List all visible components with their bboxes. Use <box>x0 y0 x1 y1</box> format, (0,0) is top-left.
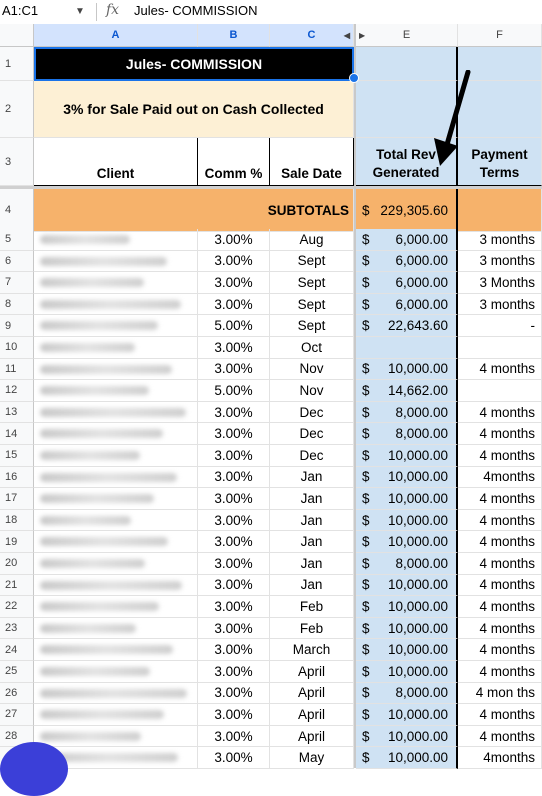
comm-cell[interactable]: 3.00% <box>198 337 270 359</box>
client-cell[interactable] <box>34 315 198 337</box>
blurred-client-name <box>40 278 144 287</box>
client-cell[interactable] <box>34 510 198 532</box>
column-header-row <box>0 24 542 47</box>
comm-cell[interactable]: 3.00% <box>198 618 270 640</box>
table-row <box>0 337 542 359</box>
column-header-a[interactable]: A <box>34 24 198 47</box>
currency-symbol: $ <box>362 598 370 614</box>
revenue-amount: 8,000.00 <box>395 555 448 571</box>
payment-terms-cell[interactable]: 4 mon ths <box>458 683 542 705</box>
total-rev-cell[interactable] <box>356 596 458 618</box>
client-cell[interactable] <box>34 445 198 467</box>
currency-symbol: $ <box>362 231 370 247</box>
total-rev-cell[interactable] <box>356 359 458 381</box>
currency-symbol: $ <box>362 728 370 744</box>
sale-date-cell[interactable]: Dec <box>270 423 354 445</box>
row-number[interactable]: 19 <box>0 531 34 553</box>
currency-symbol: $ <box>362 620 370 636</box>
table-row <box>0 380 542 402</box>
table-row <box>0 618 542 640</box>
comm-cell[interactable]: 3.00% <box>198 596 270 618</box>
revenue-amount: 10,000.00 <box>387 642 448 658</box>
payment-terms-cell[interactable]: 4 months <box>458 575 542 597</box>
revenue-amount: 6,000.00 <box>395 231 448 247</box>
row-number[interactable]: 10 <box>0 337 34 359</box>
sale-date-cell[interactable]: Jan <box>270 467 354 489</box>
revenue-amount: 10,000.00 <box>387 750 448 766</box>
assistant-fab-icon[interactable] <box>0 742 68 796</box>
currency-symbol: $ <box>362 534 370 550</box>
client-cell[interactable] <box>34 488 198 510</box>
revenue-amount: 10,000.00 <box>387 534 448 550</box>
client-cell[interactable] <box>34 704 198 726</box>
sale-date-cell[interactable]: Nov <box>270 380 354 402</box>
currency-symbol: $ <box>362 512 370 528</box>
total-rev-cell[interactable] <box>356 402 458 424</box>
total-rev-cell[interactable] <box>356 467 458 489</box>
total-rev-cell[interactable] <box>356 423 458 445</box>
client-cell[interactable] <box>34 294 198 316</box>
row-number[interactable]: 18 <box>0 510 34 532</box>
total-rev-cell[interactable] <box>356 251 458 273</box>
sale-date-cell[interactable]: May <box>270 747 354 769</box>
payment-terms-cell[interactable]: 4 months <box>458 510 542 532</box>
currency-symbol: $ <box>362 555 370 571</box>
sale-date-cell[interactable]: Jan <box>270 575 354 597</box>
comm-cell[interactable]: 3.00% <box>198 229 270 251</box>
comm-cell[interactable]: 3.00% <box>198 639 270 661</box>
revenue-amount: 14,662.00 <box>387 382 448 398</box>
currency-symbol: $ <box>362 685 370 701</box>
comm-cell[interactable]: 5.00% <box>198 315 270 337</box>
comm-cell[interactable]: 3.00% <box>198 575 270 597</box>
client-cell[interactable] <box>34 683 198 705</box>
revenue-amount: 10,000.00 <box>387 706 448 722</box>
client-cell[interactable] <box>34 251 198 273</box>
blurred-client-name <box>40 365 172 374</box>
sale-date-cell[interactable]: Sept <box>270 272 354 294</box>
comm-cell[interactable]: 3.00% <box>198 467 270 489</box>
revenue-amount: 10,000.00 <box>387 577 448 593</box>
revenue-amount: 6,000.00 <box>395 253 448 269</box>
table-row <box>0 251 542 273</box>
payment-terms-cell[interactable]: 4 months <box>458 553 542 575</box>
table-row <box>0 639 542 661</box>
client-cell[interactable] <box>34 272 198 294</box>
row-number[interactable]: 22 <box>0 596 34 618</box>
blurred-client-name <box>40 559 145 568</box>
payment-terms-header-line1: Payment <box>471 147 528 162</box>
blurred-client-name <box>40 257 167 266</box>
comm-cell[interactable]: 3.00% <box>198 402 270 424</box>
blurred-client-name <box>40 710 164 719</box>
blurred-client-name <box>40 386 149 395</box>
comm-cell[interactable]: 3.00% <box>198 488 270 510</box>
total-rev-header-line1: Total Rev <box>376 147 436 162</box>
total-rev-cell[interactable] <box>356 294 458 316</box>
revenue-amount: 10,000.00 <box>387 620 448 636</box>
revenue-amount: 22,643.60 <box>387 318 448 334</box>
currency-symbol: $ <box>362 490 370 506</box>
payment-terms-cell[interactable] <box>458 380 542 402</box>
sale-date-cell[interactable]: April <box>270 704 354 726</box>
comm-cell[interactable]: 3.00% <box>198 747 270 769</box>
payment-terms-cell[interactable]: 4 months <box>458 639 542 661</box>
total-rev-cell[interactable] <box>356 380 458 402</box>
table-row <box>0 510 542 532</box>
sale-date-cell[interactable]: Nov <box>270 359 354 381</box>
row-number[interactable]: 5 <box>0 229 34 251</box>
row-number[interactable]: 27 <box>0 704 34 726</box>
currency-symbol: $ <box>362 318 370 334</box>
table-row <box>0 315 542 337</box>
expand-right-icon[interactable]: ▶ <box>359 30 366 40</box>
currency-symbol: $ <box>362 750 370 766</box>
revenue-amount: 10,000.00 <box>387 598 448 614</box>
blurred-client-name <box>40 602 159 611</box>
comm-cell[interactable]: 3.00% <box>198 661 270 683</box>
total-rev-cell[interactable] <box>356 639 458 661</box>
comm-cell[interactable]: 3.00% <box>198 704 270 726</box>
row-number[interactable]: 13 <box>0 402 34 424</box>
row-number[interactable]: 4 <box>0 189 34 232</box>
comm-cell[interactable]: 3.00% <box>198 272 270 294</box>
formula-bar <box>0 0 542 25</box>
currency-symbol: $ <box>362 642 370 658</box>
currency-symbol: $ <box>362 426 370 442</box>
row-number[interactable]: 14 <box>0 423 34 445</box>
currency-symbol: $ <box>362 447 370 463</box>
revenue-amount: 10,000.00 <box>387 469 448 485</box>
sale-date-cell[interactable]: Feb <box>270 596 354 618</box>
row-number[interactable]: 26 <box>0 683 34 705</box>
client-cell[interactable] <box>34 359 198 381</box>
selection-fill-handle[interactable] <box>349 73 359 83</box>
row-number[interactable]: 12 <box>0 380 34 402</box>
row-number[interactable]: 16 <box>0 467 34 489</box>
row-number[interactable]: 15 <box>0 445 34 467</box>
currency-symbol: $ <box>362 404 370 420</box>
blurred-client-name <box>40 494 154 503</box>
column-header-c-label: C <box>307 29 316 41</box>
sale-date-cell[interactable]: Sept <box>270 251 354 273</box>
comm-cell[interactable]: 5.00% <box>198 380 270 402</box>
blurred-client-name <box>40 581 182 590</box>
total-rev-cell[interactable] <box>356 704 458 726</box>
sale-date-cell[interactable]: Sept <box>270 315 354 337</box>
blurred-client-name <box>40 537 168 546</box>
payment-terms-cell[interactable]: 4 months <box>458 596 542 618</box>
payment-terms-cell[interactable] <box>458 337 542 359</box>
comm-header[interactable]: Comm % <box>198 138 270 186</box>
table-row <box>0 488 542 510</box>
currency-symbol: $ <box>362 469 370 485</box>
comm-cell[interactable]: 3.00% <box>198 531 270 553</box>
currency-symbol: $ <box>362 361 370 377</box>
currency-symbol: $ <box>362 382 370 398</box>
blurred-client-name <box>40 321 158 330</box>
sale-date-cell[interactable]: March <box>270 639 354 661</box>
row-number[interactable]: 17 <box>0 488 34 510</box>
blurred-client-name <box>40 516 131 525</box>
table-row <box>0 553 542 575</box>
comm-cell[interactable]: 3.00% <box>198 553 270 575</box>
revenue-amount: 10,000.00 <box>387 512 448 528</box>
payment-terms-cell[interactable]: 3 months <box>458 251 542 273</box>
row-number[interactable]: 6 <box>0 251 34 273</box>
blurred-client-name <box>40 300 181 309</box>
client-cell[interactable] <box>34 575 198 597</box>
payment-terms-cell[interactable]: 4 months <box>458 661 542 683</box>
table-row <box>0 683 542 705</box>
payment-terms-cell[interactable]: 3 months <box>458 294 542 316</box>
sale-date-cell[interactable]: Oct <box>270 337 354 359</box>
payment-terms-cell[interactable]: 4 months <box>458 402 542 424</box>
table-row <box>0 359 542 381</box>
subtotal-terms-cell[interactable] <box>458 189 542 232</box>
column-header-c[interactable] <box>270 24 354 47</box>
client-header[interactable]: Client <box>34 138 198 186</box>
currency-symbol: $ <box>362 253 370 269</box>
revenue-amount: 8,000.00 <box>395 426 448 442</box>
table-row <box>0 704 542 726</box>
client-cell[interactable] <box>34 402 198 424</box>
column-header-e[interactable] <box>356 24 458 47</box>
revenue-amount: 10,000.00 <box>387 447 448 463</box>
column-header-f[interactable]: F <box>458 24 542 47</box>
client-cell[interactable] <box>34 229 198 251</box>
table-row <box>0 726 542 748</box>
client-cell[interactable] <box>34 423 198 445</box>
total-rev-header-line2: Generated <box>372 165 440 180</box>
row-number[interactable]: 2 <box>0 81 34 138</box>
client-cell[interactable] <box>34 337 198 359</box>
divider <box>96 3 97 21</box>
payment-terms-cell[interactable]: 4 months <box>458 445 542 467</box>
total-rev-cell[interactable] <box>356 229 458 251</box>
total-rev-cell[interactable] <box>356 531 458 553</box>
formula-input[interactable]: Jules- COMMISSION <box>134 3 258 18</box>
blurred-client-name <box>40 451 140 460</box>
total-rev-cell[interactable] <box>356 683 458 705</box>
currency-symbol: $ <box>362 706 370 722</box>
comm-cell[interactable]: 3.00% <box>198 251 270 273</box>
commission-rule[interactable]: 3% for Sale Paid out on Cash Collected <box>34 81 354 138</box>
revenue-amount: 8,000.00 <box>395 685 448 701</box>
name-box[interactable]: A1:C1 <box>2 3 39 18</box>
fx-icon: fx <box>106 2 120 18</box>
row-number[interactable]: 7 <box>0 272 34 294</box>
payment-terms-cell[interactable]: 4 months <box>458 726 542 748</box>
revenue-amount: 10,000.00 <box>387 490 448 506</box>
blurred-client-name <box>40 689 187 698</box>
client-cell[interactable] <box>34 661 198 683</box>
total-rev-cell[interactable] <box>356 510 458 532</box>
payment-terms-cell[interactable]: 4 months <box>458 423 542 445</box>
sale-date-cell[interactable]: Feb <box>270 618 354 640</box>
table-row <box>0 467 542 489</box>
sale-date-cell[interactable]: April <box>270 683 354 705</box>
payment-terms-cell[interactable]: 4 months <box>458 704 542 726</box>
hidden-column-d-indicator[interactable] <box>354 24 356 768</box>
table-row <box>0 229 542 251</box>
sheet-row-4 <box>0 186 542 232</box>
sale-date-cell[interactable]: Jan <box>270 531 354 553</box>
comm-cell[interactable]: 3.00% <box>198 683 270 705</box>
total-rev-cell[interactable] <box>356 575 458 597</box>
table-row <box>0 272 542 294</box>
total-rev-cell[interactable] <box>356 726 458 748</box>
row-number[interactable]: 9 <box>0 315 34 337</box>
blurred-client-name <box>40 429 163 438</box>
currency-symbol: $ <box>362 663 370 679</box>
sale-date-cell[interactable]: Jan <box>270 510 354 532</box>
sheet-title[interactable]: Jules- COMMISSION <box>34 47 354 81</box>
payment-terms-cell[interactable]: 4 months <box>458 531 542 553</box>
total-rev-cell[interactable] <box>356 445 458 467</box>
total-rev-cell[interactable] <box>356 315 458 337</box>
row-number[interactable]: 1 <box>0 47 34 81</box>
payment-terms-cell[interactable]: 4months <box>458 747 542 769</box>
total-rev-cell[interactable] <box>356 337 458 359</box>
sale-date-cell[interactable]: Dec <box>270 402 354 424</box>
table-row <box>0 531 542 553</box>
comm-cell[interactable]: 3.00% <box>198 423 270 445</box>
blurred-client-name <box>40 473 177 482</box>
total-rev-cell[interactable] <box>356 272 458 294</box>
total-rev-cell[interactable] <box>356 747 458 769</box>
table-row <box>0 661 542 683</box>
sale-date-cell[interactable]: Sept <box>270 294 354 316</box>
collapse-left-icon[interactable]: ◀ <box>343 30 350 40</box>
row-number[interactable]: 11 <box>0 359 34 381</box>
sale-date-cell[interactable]: Jan <box>270 488 354 510</box>
annotation-arrow <box>420 70 480 170</box>
total-rev-cell[interactable] <box>356 553 458 575</box>
sale-date-cell[interactable]: Aug <box>270 229 354 251</box>
blurred-client-name <box>40 624 136 633</box>
blurred-client-name <box>40 645 173 654</box>
client-cell[interactable] <box>34 596 198 618</box>
table-row <box>0 445 542 467</box>
blurred-client-name <box>40 408 186 417</box>
column-header-e-label: E <box>402 29 411 41</box>
row-number[interactable]: 8 <box>0 294 34 316</box>
table-row <box>0 402 542 424</box>
table-row <box>0 596 542 618</box>
row-number[interactable]: 25 <box>0 661 34 683</box>
table-row <box>0 423 542 445</box>
blurred-client-name <box>40 667 150 676</box>
comm-cell[interactable]: 3.00% <box>198 445 270 467</box>
currency-symbol: $ <box>362 577 370 593</box>
select-all-corner[interactable] <box>0 24 34 47</box>
revenue-amount: 10,000.00 <box>387 728 448 744</box>
row-number[interactable]: 23 <box>0 618 34 640</box>
table-row <box>0 294 542 316</box>
comm-cell[interactable]: 3.00% <box>198 294 270 316</box>
currency-symbol: $ <box>362 274 370 290</box>
row-number[interactable]: 24 <box>0 639 34 661</box>
payment-terms-cell[interactable]: 3 Months <box>458 272 542 294</box>
client-cell[interactable] <box>34 467 198 489</box>
column-header-b[interactable]: B <box>198 24 270 47</box>
comm-cell[interactable]: 3.00% <box>198 510 270 532</box>
revenue-amount: 8,000.00 <box>395 404 448 420</box>
total-rev-cell[interactable] <box>356 618 458 640</box>
blurred-client-name <box>40 343 135 352</box>
client-cell[interactable] <box>34 531 198 553</box>
payment-terms-header-line2: Terms <box>479 165 520 180</box>
sale-date-header[interactable]: Sale Date <box>270 138 354 186</box>
row-number[interactable]: 21 <box>0 575 34 597</box>
sale-date-cell[interactable]: Dec <box>270 445 354 467</box>
payment-terms-cell[interactable]: - <box>458 315 542 337</box>
payment-terms-cell[interactable]: 4 months <box>458 488 542 510</box>
payment-terms-cell[interactable]: 4 months <box>458 618 542 640</box>
blurred-client-name <box>40 235 130 244</box>
row-number[interactable]: 28 <box>0 726 34 748</box>
currency-symbol: $ <box>362 296 370 312</box>
payment-terms-cell[interactable]: 3 months <box>458 229 542 251</box>
blurred-client-name <box>40 732 141 741</box>
revenue-amount: 10,000.00 <box>387 663 448 679</box>
table-row <box>0 575 542 597</box>
table-row <box>0 747 542 769</box>
sale-date-cell[interactable]: April <box>270 726 354 748</box>
total-rev-cell[interactable] <box>356 488 458 510</box>
comm-cell[interactable]: 3.00% <box>198 359 270 381</box>
client-cell[interactable] <box>34 639 198 661</box>
sale-date-cell[interactable]: Jan <box>270 553 354 575</box>
subtotals-label[interactable]: SUBTOTALS <box>34 189 354 232</box>
subtotal-amount-cell[interactable] <box>356 189 458 232</box>
currency-symbol: $ <box>362 202 370 218</box>
revenue-amount: 6,000.00 <box>395 274 448 290</box>
dropdown-caret-icon[interactable]: ▼ <box>75 6 85 17</box>
subtotal-amount: 229,305.60 <box>380 202 448 218</box>
client-cell[interactable] <box>34 553 198 575</box>
payment-terms-cell[interactable]: 4 months <box>458 359 542 381</box>
comm-cell[interactable]: 3.00% <box>198 726 270 748</box>
total-rev-cell[interactable] <box>356 661 458 683</box>
row-number[interactable]: 3 <box>0 138 34 186</box>
row-number[interactable]: 20 <box>0 553 34 575</box>
revenue-amount: 10,000.00 <box>387 361 448 377</box>
revenue-amount: 6,000.00 <box>395 296 448 312</box>
sale-date-cell[interactable]: April <box>270 661 354 683</box>
client-cell[interactable] <box>34 726 198 748</box>
client-cell[interactable] <box>34 380 198 402</box>
payment-terms-cell[interactable]: 4months <box>458 467 542 489</box>
client-cell[interactable] <box>34 618 198 640</box>
